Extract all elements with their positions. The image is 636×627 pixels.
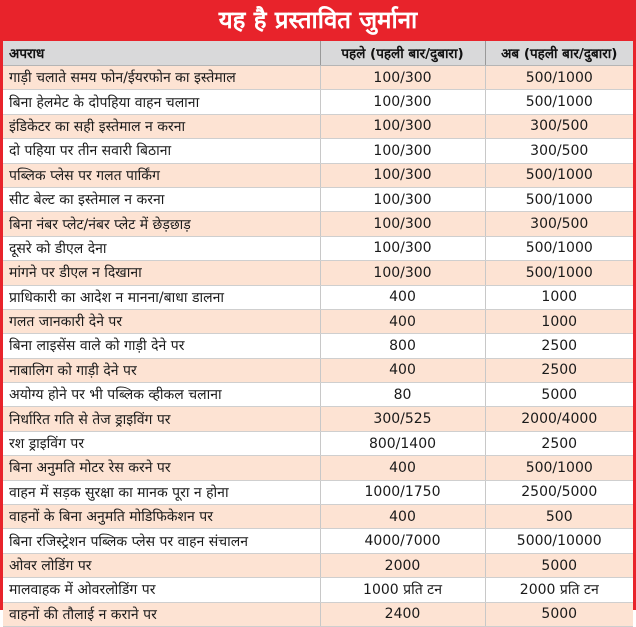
current-fine-cell: 500/1000 [485,187,633,211]
before-fine-cell: 2000 [320,553,485,577]
current-fine-cell: 2000 प्रति टन [485,578,633,602]
offence-cell: वाहन में सड़क सुरक्षा का मानक पूरा न होना [3,480,320,504]
table-row [3,212,633,236]
current-fine-cell: 2000/4000 [485,407,633,431]
offence-cell: बिना अनुमति मोटर रेस करने पर [3,456,320,480]
column-header-now: अब (पहली बार/दुबारा) [485,41,633,66]
table-row [3,334,633,358]
table-row [3,407,633,431]
table-row [3,578,633,602]
table-body [3,66,633,627]
before-fine-cell: 100/300 [320,114,485,138]
current-fine-cell: 5000 [485,602,633,626]
before-fine-cell: 100/300 [320,212,485,236]
before-fine-cell: 100/300 [320,187,485,211]
offence-cell: बिना लाइसेंस वाले को गाड़ी देने पर [3,334,320,358]
offence-cell: गाड़ी चलाते समय फोन/ईयरफोन का इस्तेमाल [3,66,320,90]
before-fine-cell: 80 [320,383,485,407]
offence-cell: बिना हेलमेट के दोपहिया वाहन चलाना [3,90,320,114]
offence-cell: मालवाहक में ओवरलोडिंग पर [3,578,320,602]
current-fine-cell: 2500 [485,358,633,382]
before-fine-cell: 400 [320,285,485,309]
offence-cell: गलत जानकारी देने पर [3,309,320,333]
table-row [3,236,633,260]
before-fine-cell: 400 [320,358,485,382]
table-row [3,139,633,163]
current-fine-cell: 300/500 [485,114,633,138]
column-header-offence: अपराध [3,41,320,66]
table-row [3,358,633,382]
before-fine-cell: 2400 [320,602,485,626]
current-fine-cell: 500/1000 [485,163,633,187]
column-header-before: पहले (पहली बार/दुबारा) [320,41,485,66]
before-fine-cell: 4000/7000 [320,529,485,553]
table-row [3,66,633,90]
offence-cell: वाहनों की तौलाई न कराने पर [3,602,320,626]
current-fine-cell: 500/1000 [485,236,633,260]
before-fine-cell: 100/300 [320,66,485,90]
table-row [3,431,633,455]
current-fine-cell: 500 [485,505,633,529]
before-fine-cell: 800/1400 [320,431,485,455]
before-fine-cell: 400 [320,309,485,333]
current-fine-cell: 1000 [485,309,633,333]
before-fine-cell: 100/300 [320,163,485,187]
table-row [3,505,633,529]
before-fine-cell: 100/300 [320,236,485,260]
table-row [3,383,633,407]
before-fine-cell: 1000 प्रति टन [320,578,485,602]
current-fine-cell: 500/1000 [485,456,633,480]
offence-cell: निर्धारित गति से तेज ड्राइविंग पर [3,407,320,431]
page-title: यह है प्रस्तावित जुर्माना [0,0,636,41]
current-fine-cell: 5000 [485,553,633,577]
table-row [3,456,633,480]
current-fine-cell: 5000/10000 [485,529,633,553]
offence-cell: रश ड्राइविंग पर [3,431,320,455]
before-fine-cell: 100/300 [320,139,485,163]
current-fine-cell: 500/1000 [485,261,633,285]
current-fine-cell: 2500 [485,431,633,455]
before-fine-cell: 400 [320,505,485,529]
current-fine-cell: 300/500 [485,139,633,163]
offence-cell: नाबालिग को गाड़ी देने पर [3,358,320,382]
table-row [3,309,633,333]
offence-cell: पब्लिक प्लेस पर गलत पार्किंग [3,163,320,187]
table-row [3,261,633,285]
table-row [3,187,633,211]
before-fine-cell: 800 [320,334,485,358]
current-fine-cell: 1000 [485,285,633,309]
current-fine-cell: 300/500 [485,212,633,236]
offence-cell: बिना नंबर प्लेट/नंबर प्लेट में छेड़छाड़ [3,212,320,236]
table-row [3,529,633,553]
before-fine-cell: 100/300 [320,90,485,114]
current-fine-cell: 500/1000 [485,90,633,114]
table-row [3,114,633,138]
table-row [3,480,633,504]
offence-cell: प्राधिकारी का आदेश न मानना/बाधा डालना [3,285,320,309]
current-fine-cell: 500/1000 [485,66,633,90]
before-fine-cell: 100/300 [320,261,485,285]
offence-cell: इंडिकेटर का सही इस्तेमाल न करना [3,114,320,138]
table-row [3,553,633,577]
offence-cell: बिना रजिस्ट्रेशन पब्लिक प्लेस पर वाहन संचालन [3,529,320,553]
before-fine-cell: 300/525 [320,407,485,431]
table-row [3,285,633,309]
table-row [3,163,633,187]
offence-cell: दूसरे को डीएल देना [3,236,320,260]
fine-table [3,41,633,627]
offence-cell: मांगने पर डीएल न दिखाना [3,261,320,285]
offence-cell: वाहनों के बिना अनुमति मोडिफिकेशन पर [3,505,320,529]
current-fine-cell: 2500/5000 [485,480,633,504]
offence-cell: दो पहिया पर तीन सवारी बिठाना [3,139,320,163]
table-header-row [3,41,633,66]
current-fine-cell: 5000 [485,383,633,407]
offence-cell: सीट बेल्ट का इस्तेमाल न करना [3,187,320,211]
table-row [3,602,633,626]
table-row [3,90,633,114]
offence-cell: ओवर लोडिंग पर [3,553,320,577]
before-fine-cell: 400 [320,456,485,480]
offence-cell: अयोग्य होने पर भी पब्लिक व्हीकल चलाना [3,383,320,407]
before-fine-cell: 1000/1750 [320,480,485,504]
current-fine-cell: 2500 [485,334,633,358]
